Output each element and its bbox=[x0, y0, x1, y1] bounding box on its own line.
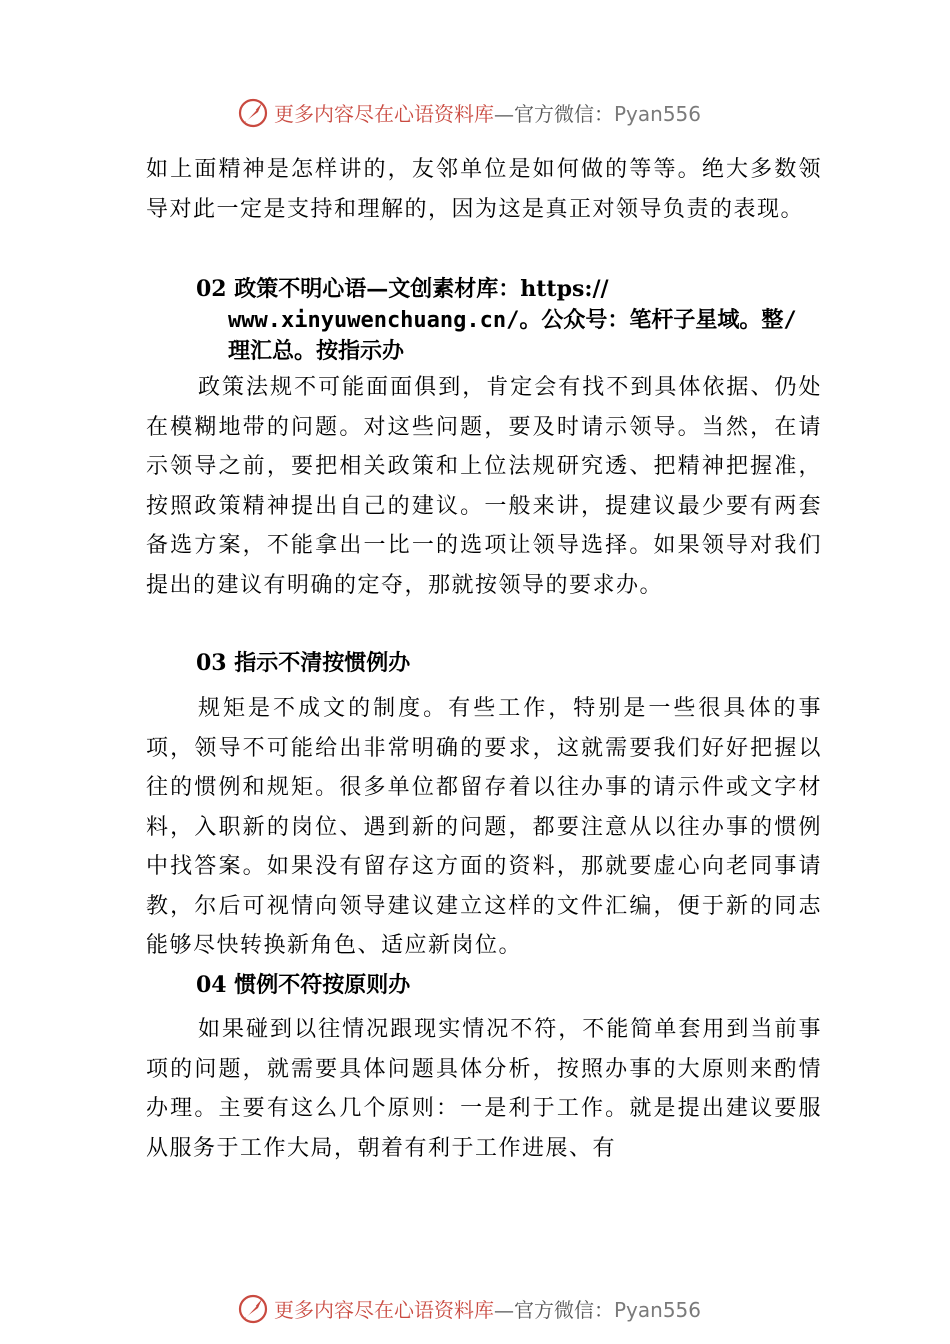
document-body bbox=[146, 150, 822, 229]
banner-text bbox=[274, 1298, 701, 1322]
paragraph-03: 规矩是不成文的制度。有些工作，特别是一些很具体的事项，领导不可能给出非常明确的要求，这就需要我们好好把握以往的惯例和规矩。很多单位都留存着以往办事的请示件或文字材料，入职新的岗位、遇到新的问题，都要注意从以往办事的惯例中找答案。如果没有留存这方面的资料，那就要虚心向老同事请教，尔后可视情向领导建议建立这样的文件汇编，便于新的同志能够尽快转换新角色、适应新岗位。 bbox=[146, 696, 822, 958]
section-body-03 bbox=[146, 689, 822, 966]
heading-02-line3: 理汇总。按指示办 bbox=[228, 338, 405, 364]
banner-official-label: —官方微信： bbox=[494, 1298, 614, 1322]
banner-text bbox=[274, 102, 701, 126]
heading-02-line2-text: www.xinyuwenchuang.cn/。公众号：笔杆子星域。整/ bbox=[228, 308, 797, 333]
section-body-02 bbox=[146, 368, 822, 605]
section-heading-04 bbox=[196, 970, 816, 1001]
heading-03: 03 指示不清按惯例办 bbox=[196, 650, 411, 676]
paragraph-04: 如果碰到以往情况跟现实情况不符，不能简单套用到当前事项的问题，就需要具体问题具体分析，按照办事的大原则来酌情办理。主要有这么几个原则：一是利于工作。就是提出建议要服从服务于工作大局，朝着有利于工作进展、有 bbox=[146, 1017, 822, 1161]
banner-library-text: 更多内容尽在心语资料库 bbox=[274, 1298, 494, 1322]
feather-pen-logo-icon bbox=[236, 96, 270, 130]
banner-wechat-id: Pyan556 bbox=[614, 102, 702, 126]
section-heading-02-cont bbox=[228, 305, 848, 367]
footer-banner bbox=[0, 1290, 950, 1330]
section-heading-03 bbox=[196, 648, 816, 679]
header-banner bbox=[0, 94, 950, 134]
section-heading-02 bbox=[196, 274, 836, 305]
banner-wechat-id: Pyan556 bbox=[614, 1298, 702, 1322]
banner-library-text: 更多内容尽在心语资料库 bbox=[274, 102, 494, 126]
paragraph-02: 政策法规不可能面面俱到，肯定会有找不到具体依据、仍处在模糊地带的问题。对这些问题，要及时请示领导。当然，在请示领导之前，要把相关政策和上位法规研究透、把精神把握准，按照政策精神提出自己的建议。一般来讲，提建议最少要有两套备选方案，不能拿出一比一的选项让领导选择。如果领导对我们提出的建议有明确的定夺，那就按领导的要求办。 bbox=[146, 375, 822, 598]
heading-02-line1-text: 02 政策不明心语—文创素材库：https:// bbox=[196, 276, 609, 302]
heading-04: 04 惯例不符按原则办 bbox=[196, 972, 411, 998]
feather-pen-logo-icon bbox=[236, 1292, 270, 1326]
section-body-04 bbox=[146, 1010, 822, 1168]
banner-official-label: —官方微信： bbox=[494, 102, 614, 126]
paragraph-intro: 如上面精神是怎样讲的，友邻单位是如何做的等等。绝大多数领导对此一定是支持和理解的，因为这是真正对领导负责的表现。 bbox=[146, 157, 822, 222]
heading-02-line2 bbox=[228, 305, 848, 336]
heading-02-line1 bbox=[196, 274, 836, 305]
